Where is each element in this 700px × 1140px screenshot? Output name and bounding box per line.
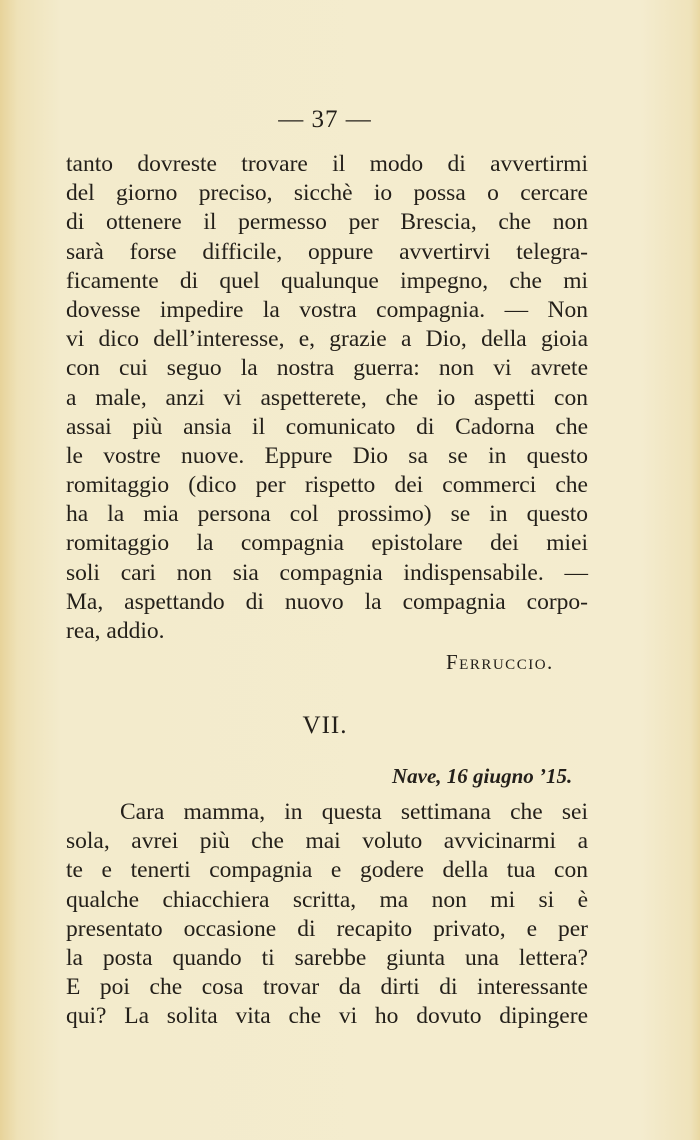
page-number: — 37 — [278,106,372,133]
text-line: presentato occasione di recapito privato, e per [66,915,588,942]
text-line: sarà forse difficile, oppure avvertirvi telegra- [66,238,588,265]
text-line: vi dico dell’interesse, e, grazie a Dio, della gioia [66,326,588,353]
text-line: di ottenere il permesso per Brescia, che non [66,209,588,236]
text-line: qualche chiacchiera scritta, ma non mi si è [66,886,588,913]
letter-body [66,798,588,1032]
letter-body-continued [66,150,588,646]
signature: Ferruccio. [446,650,554,674]
dateline: Nave, 16 giugno ’15. [392,764,573,788]
text-line: qui? La solita vita che vi ho dovuto dipingere [66,1003,588,1030]
section-heading: VII. [302,712,348,739]
text-line: te e tenerti compagnia e godere della tua con [66,857,588,884]
text-line: romitaggio la compagnia epistolare dei miei [66,530,588,557]
text-line: soli cari non sia compagnia indispensabile. — [66,559,588,586]
text-line: E poi che cosa trovar da dirti di interessante [66,974,588,1001]
text-line: ha la mia persona col prossimo) se in questo [66,501,588,528]
text-line: con cui seguo la nostra guerra: non vi avrete [66,355,588,382]
text-line: del giorno preciso, sicchè io possa o cercare [66,180,588,207]
text-line: le vostre nuove. Eppure Dio sa se in questo [66,442,588,469]
text-line: sola, avrei più che mai voluto avvicinarmi a [66,828,588,855]
text-line: rea, addio. [66,618,165,644]
text-line: Ma, aspettando di nuovo la compagnia corpo- [66,588,588,615]
text-line: la posta quando ti sarebbe giunta una lettera? [66,944,588,971]
text-line: tanto dovreste trovare il modo di avvertirmi [66,151,588,177]
text-line: assai più ansia il comunicato di Cadorna che [66,413,588,440]
text-line: a male, anzi vi aspetterete, che io aspetti con [66,384,588,411]
text-line: dovesse impedire la vostra compagnia. — Non [66,296,588,323]
text-line: ficamente di quel qualunque impegno, che mi [66,267,588,294]
text-line: Cara mamma, in questa settimana che sei [120,799,588,825]
text-line: romitaggio (dico per rispetto dei commerci che [66,472,588,499]
